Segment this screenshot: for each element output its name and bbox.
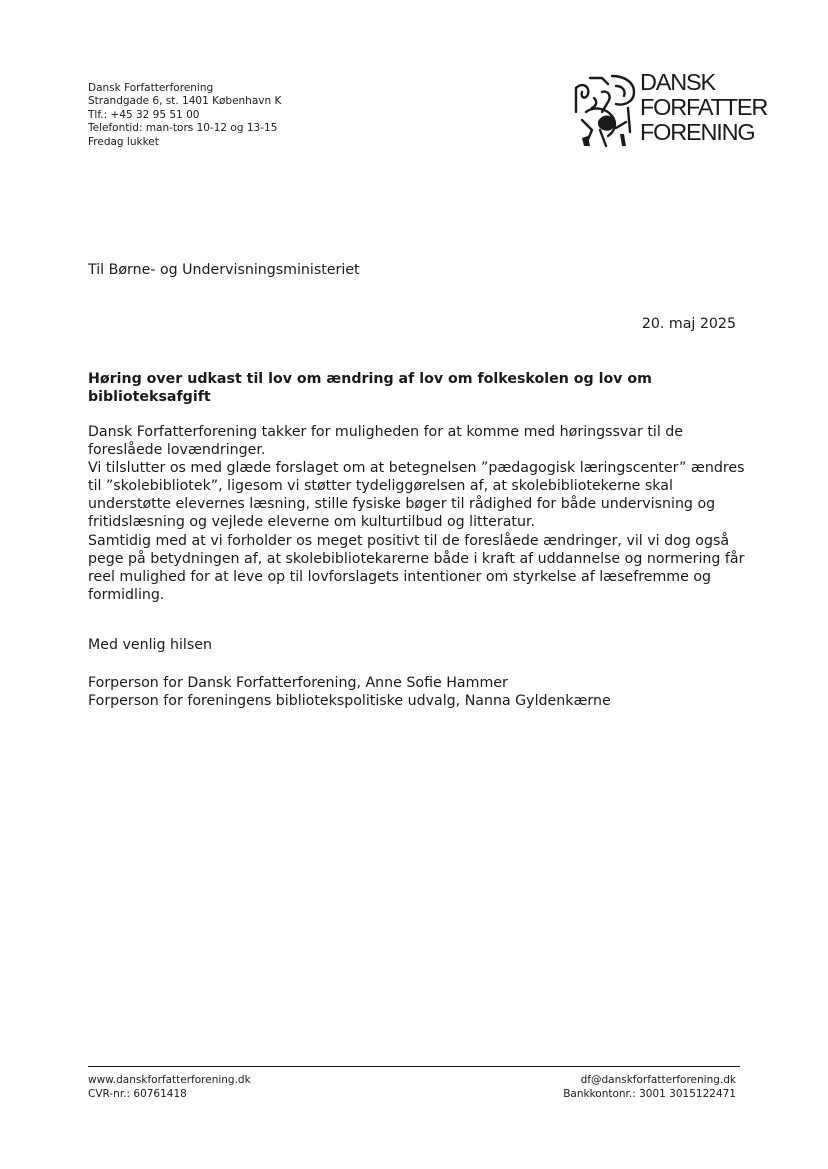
footer-right: [563, 1073, 736, 1101]
body-paragraph-1: Dansk Forfatterforening takker for muligheden for at komme med høringssvar til de foreslåede lovændringer.: [88, 424, 684, 459]
footer-email-link[interactable]: df@danskforfatterforening.dk: [580, 1074, 736, 1086]
organization-logo: [572, 70, 772, 152]
footer-cvr: CVR-nr.: 60761418: [88, 1088, 187, 1100]
logo-wordmark: [640, 70, 767, 145]
pegasus-logo-icon: [572, 72, 638, 150]
letter-subject: Høring over udkast til lov om ændring af lov om folkeskolen og lov om biblioteksafgift: [88, 371, 652, 405]
sender-friday: Fredag lukket: [88, 135, 159, 148]
signature-line-2: Forperson for foreningens bibliotekspolitiske udvalg, Nanna Gyldenkærne: [88, 693, 611, 709]
footer-bank-account: Bankkontonr.: 3001 3015122471: [563, 1088, 736, 1100]
sender-name: Dansk Forfatterforening: [88, 82, 214, 94]
signature-block: [88, 674, 611, 710]
closing-greeting: Med venlig hilsen: [88, 637, 212, 653]
footer-website-link[interactable]: www.danskforfatterforening.dk: [88, 1074, 251, 1086]
body-paragraph-3: Samtidig med at vi forholder os meget positivt til de foreslåede ændringer, vil vi dog også pege på betydningen af, at skolebibliotekarerne både i kraft af uddannelse og normering får reel mulighed for at leve op til lovforslagets intentioner om styrkelse af læsefremme og formidling.: [88, 532, 745, 603]
letter-date: 20. maj 2025: [641, 316, 736, 332]
letter-body: [88, 423, 748, 604]
signature-line-1: Forperson for Dansk Forfatterforening, Anne Sofie Hammer: [88, 675, 508, 691]
logo-line-2: FORFATTER: [640, 94, 768, 120]
sender-address: [88, 82, 281, 149]
recipient: Til Børne- og Undervisningsministeriet: [88, 262, 360, 278]
sender-street: Strandgade 6, st. 1401 København K: [88, 95, 282, 108]
logo-line-3: FORENING: [640, 119, 755, 145]
footer-left: [88, 1073, 251, 1101]
sender-hours: Telefontid: man-tors 10-12 og 13-15: [88, 122, 278, 135]
footer-divider: [88, 1066, 740, 1067]
body-paragraph-2: Vi tilslutter os med glæde forslaget om at betegnelsen ”pædagogisk læringscenter” ændres til ”skolebibliotek”, ligesom vi støtter tydeliggørelsen af, at skolebibliotekerne skal understøtte elevernes læsning, stille fysiske bøger til rådighed for både undervisning og fritidslæsning og vejlede eleverne om kulturtilbud og litteratur.: [88, 460, 745, 531]
logo-line-1: DANSK: [640, 69, 715, 95]
sender-phone: Tlf.: +45 32 95 51 00: [88, 108, 200, 121]
